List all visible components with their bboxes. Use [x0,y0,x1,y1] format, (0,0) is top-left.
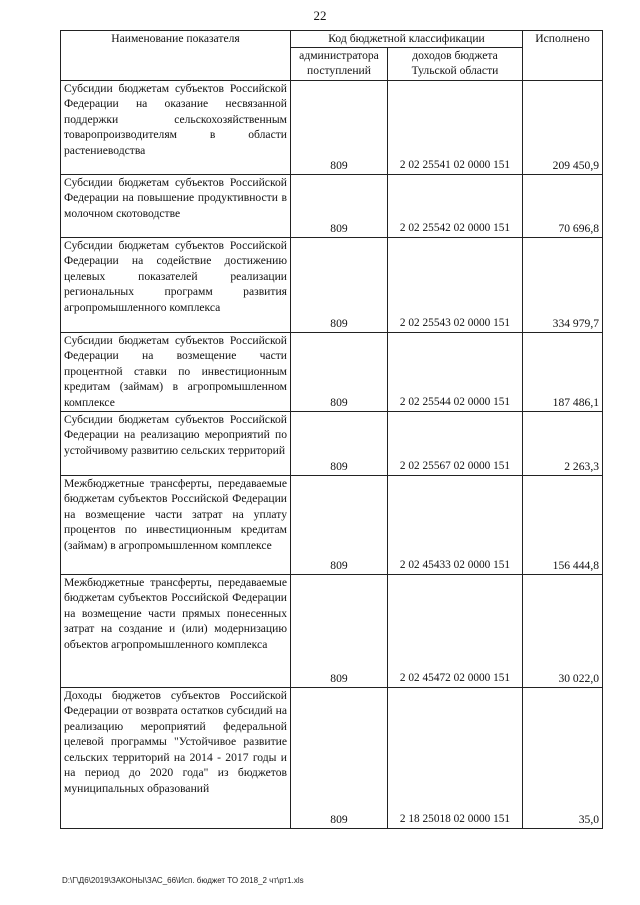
header-code-group: Код бюджетной классификации [291,31,523,48]
file-path-footer: D:\Г\Д6\2019\ЗАКОНЫ\ЗАС_66\Исп. бюджет ТО 2018_2 чт\рт1.xls [62,876,304,885]
row-value: 30 022,0 [523,574,603,687]
row-name: Субсидии бюджетам субъектов Российской Федерации на возмещение части процентной ставки по инвестиционным кредитам (займам) в агропромышленном комплексе [61,332,291,411]
table-row [61,174,603,237]
table-row [61,332,603,411]
row-name: Субсидии бюджетам субъектов Российской Федерации на содействие достижению целевых показателей реализации региональных программ развития агропромышленного комплекса [61,237,291,332]
row-admin: 809 [291,411,388,475]
table-row [61,687,603,828]
row-name: Доходы бюджетов субъектов Российской Федерации от возврата остатков субсидий на реализацию мероприятий федеральной целевой программы "Устойчивое развитие сельских территорий на 2014 - 2017 годы и на период до 2020 года" из бюджетов муниципальных образований [61,687,291,828]
header-income: доходов бюджета Тульской области [388,47,523,80]
row-code: 2 02 25567 02 0000 151 [388,411,523,475]
header-executed: Исполнено [523,31,603,81]
row-code: 2 02 45433 02 0000 151 [388,475,523,574]
row-code: 2 02 45472 02 0000 151 [388,574,523,687]
header-admin: администратора поступлений [291,47,388,80]
row-value: 187 486,1 [523,332,603,411]
header-name: Наименование показателя [61,31,291,81]
row-value: 209 450,9 [523,80,603,174]
row-value: 35,0 [523,687,603,828]
row-code: 2 18 25018 02 0000 151 [388,687,523,828]
row-admin: 809 [291,475,388,574]
row-value: 334 979,7 [523,237,603,332]
row-name: Субсидии бюджетам субъектов Российской Федерации на повышение продуктивности в молочном скотоводстве [61,174,291,237]
table-row [61,475,603,574]
row-admin: 809 [291,574,388,687]
row-value: 70 696,8 [523,174,603,237]
row-code: 2 02 25544 02 0000 151 [388,332,523,411]
table-row [61,80,603,174]
row-name: Межбюджетные трансферты, передаваемые бюджетам субъектов Российской Федерации на возмещение части прямых понесенных затрат на создание и (или) модернизацию объектов агропромышленного комплекса [61,574,291,687]
row-code: 2 02 25541 02 0000 151 [388,80,523,174]
table-row [61,574,603,687]
row-name: Субсидии бюджетам субъектов Российской Федерации на оказание несвязанной поддержки сельскохозяйственным товаропроизводителям в области растениеводства [61,80,291,174]
table-row [61,411,603,475]
row-value: 2 263,3 [523,411,603,475]
row-name: Межбюджетные трансферты, передаваемые бюджетам субъектов Российской Федерации на возмещение части затрат на уплату процентов по инвестиционным кредитам (займам) в агропромышленном комплексе [61,475,291,574]
page-number: 22 [313,8,327,23]
row-code: 2 02 25542 02 0000 151 [388,174,523,237]
row-value: 156 444,8 [523,475,603,574]
row-admin: 809 [291,174,388,237]
row-admin: 809 [291,687,388,828]
table-row [61,237,603,332]
row-admin: 809 [291,332,388,411]
budget-table [60,30,603,829]
row-admin: 809 [291,80,388,174]
row-code: 2 02 25543 02 0000 151 [388,237,523,332]
row-name: Субсидии бюджетам субъектов Российской Федерации на реализацию мероприятий по устойчивому развитию сельских территорий [61,411,291,475]
row-admin: 809 [291,237,388,332]
